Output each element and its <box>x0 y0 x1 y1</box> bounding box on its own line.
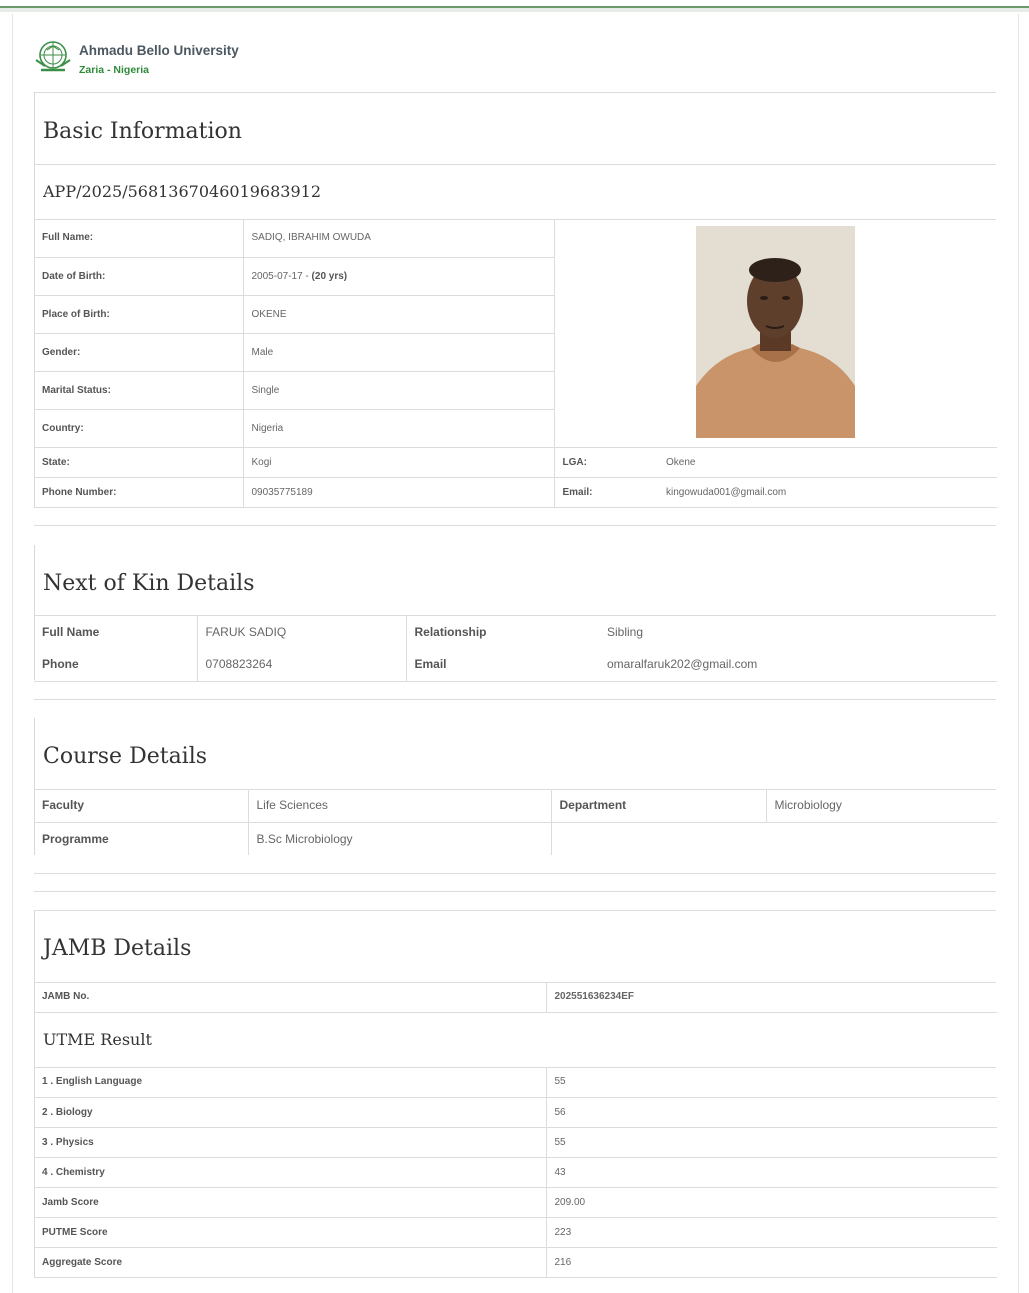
nok-email-label: Email <box>406 648 599 681</box>
university-name: Ahmadu Bello University <box>79 43 239 58</box>
result-value: 43 <box>546 1157 997 1187</box>
divider <box>34 164 996 165</box>
table-row <box>34 615 997 648</box>
photo-cell <box>554 219 997 447</box>
result-label: 3 . Physics <box>34 1127 546 1157</box>
department-value: Microbiology <box>766 789 997 822</box>
jamb-number-table <box>34 982 997 1013</box>
table-row <box>34 1067 997 1097</box>
phone-number-value: 09035775189 <box>243 477 554 507</box>
result-value: 55 <box>546 1127 997 1157</box>
divider <box>34 891 996 892</box>
jamb-no-value: 202551636234EF <box>546 982 997 1012</box>
basic-info-table <box>34 219 997 508</box>
pob-label: Place of Birth: <box>34 295 243 333</box>
dob-value <box>243 257 554 295</box>
table-row <box>34 219 997 257</box>
age: (20 yrs) <box>311 270 348 282</box>
section-title-jamb-details: JAMB Details <box>43 936 192 961</box>
table-row <box>34 477 997 507</box>
putme-score-label: PUTME Score <box>34 1217 546 1247</box>
faculty-value: Life Sciences <box>248 789 551 822</box>
application-id: APP/2025/5681367046019683912 <box>43 182 321 201</box>
jamb-score-value: 209.00 <box>546 1187 997 1217</box>
nok-relationship-label: Relationship <box>414 624 487 639</box>
table-row <box>34 1127 997 1157</box>
country-value: Nigeria <box>243 409 554 447</box>
table-row <box>34 1247 997 1277</box>
table-row <box>34 1157 997 1187</box>
jamb-no-label: JAMB No. <box>34 982 546 1012</box>
section-title-basic-information: Basic Information <box>43 119 242 144</box>
course-details-table <box>34 789 997 855</box>
result-label: 2 . Biology <box>34 1097 546 1127</box>
university-location: Zaria - Nigeria <box>79 64 150 76</box>
full-name-label: Full Name: <box>34 219 243 257</box>
empty-cell <box>551 822 997 855</box>
nok-phone-label: Phone <box>34 648 197 681</box>
top-accent-bar <box>0 0 1029 14</box>
section-title-next-of-kin: Next of Kin Details <box>43 571 255 596</box>
dob-label: Date of Birth: <box>34 257 243 295</box>
email-label: Email: <box>554 477 658 507</box>
divider <box>34 873 996 874</box>
aggregate-score-value: 216 <box>546 1247 997 1277</box>
pob-value: OKENE <box>243 295 554 333</box>
gender-label: Gender: <box>34 333 243 371</box>
utme-result-table <box>34 1067 997 1278</box>
table-row <box>34 822 997 855</box>
result-label: 4 . Chemistry <box>34 1157 546 1187</box>
lga-label: LGA: <box>554 447 658 477</box>
jamb-score-label: Jamb Score <box>34 1187 546 1217</box>
result-value: 55 <box>546 1067 997 1097</box>
department-label: Department <box>551 789 766 822</box>
next-of-kin-table <box>34 615 997 682</box>
marital-status-label: Marital Status: <box>34 371 243 409</box>
result-value: 56 <box>546 1097 997 1127</box>
nok-email-value: omaralfaruk202@gmail.com <box>599 648 997 681</box>
state-label: State: <box>34 447 243 477</box>
table-row <box>34 982 997 1012</box>
abu-crest-logo-icon <box>33 36 73 76</box>
email-value: kingowuda001@gmail.com <box>658 477 997 507</box>
table-row <box>34 789 997 822</box>
nok-full-name-label: Full Name <box>34 615 197 648</box>
table-row <box>34 447 997 477</box>
utme-result-title: UTME Result <box>43 1030 152 1049</box>
result-label: 1 . English Language <box>34 1067 546 1097</box>
table-row <box>34 1097 997 1127</box>
programme-value: B.Sc Microbiology <box>248 822 551 855</box>
table-row <box>34 648 997 681</box>
faculty-label: Faculty <box>34 789 248 822</box>
applicant-photo <box>696 226 855 438</box>
nok-phone-value: 0708823264 <box>197 648 406 681</box>
phone-number-label: Phone Number: <box>34 477 243 507</box>
programme-label: Programme <box>34 822 248 855</box>
aggregate-score-label: Aggregate Score <box>34 1247 546 1277</box>
marital-status-value: Single <box>243 371 554 409</box>
dob-date: 2005-07-17 - <box>251 270 312 282</box>
divider <box>34 699 996 700</box>
table-row <box>34 1187 997 1217</box>
lga-value: Okene <box>658 447 997 477</box>
divider <box>34 525 996 526</box>
gender-value: Male <box>243 333 554 371</box>
nok-relationship-value: Sibling <box>607 624 644 639</box>
full-name-value: SADIQ, IBRAHIM OWUDA <box>243 219 554 257</box>
state-value: Kogi <box>243 447 554 477</box>
section-title-course-details: Course Details <box>43 744 208 769</box>
putme-score-value: 223 <box>546 1217 997 1247</box>
country-label: Country: <box>34 409 243 447</box>
nok-full-name-value: FARUK SADIQ <box>197 615 406 648</box>
table-row <box>34 1217 997 1247</box>
